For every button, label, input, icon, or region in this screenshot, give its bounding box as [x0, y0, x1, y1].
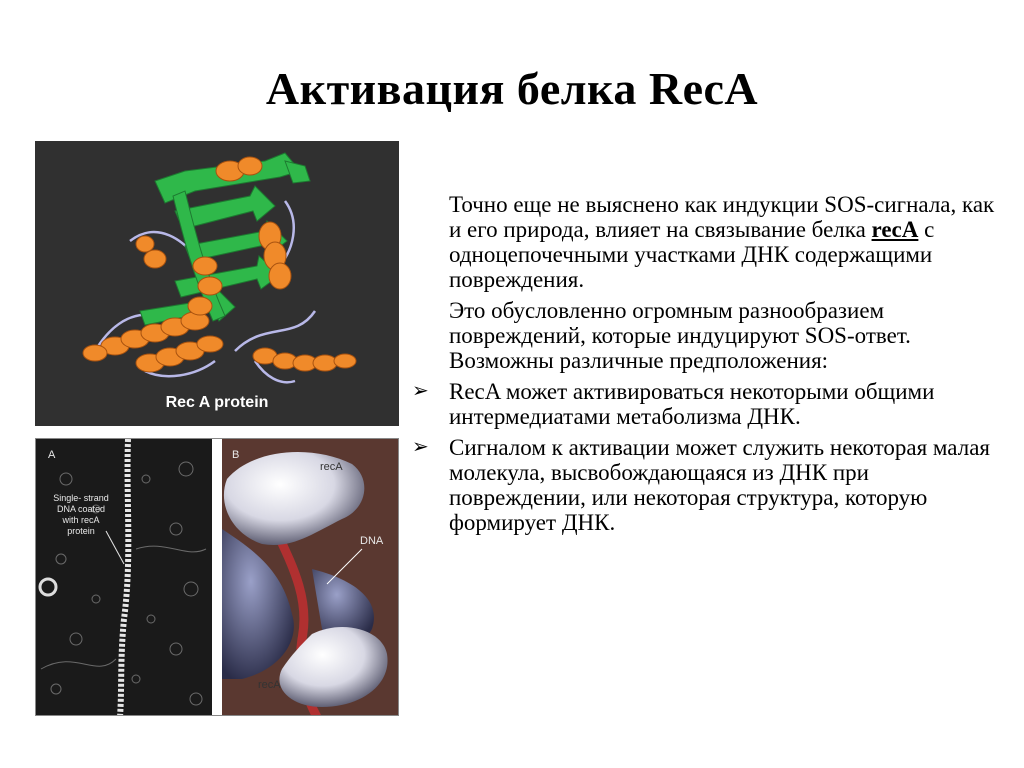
reca-micrograph-figure [35, 438, 399, 716]
panel-a-label: A [48, 449, 56, 461]
paragraph-2: Это обусловленно огромным разнообразием повреждений, которые индуцируют SOS-ответ. Возможны различные предположения: [449, 298, 911, 373]
ring-particle [40, 579, 56, 595]
slide-body [406, 192, 1006, 541]
reca-label-bottom: recA [258, 679, 281, 691]
annotation-line: with recA [62, 515, 100, 525]
paragraph-1-text-start: Точно еще не выяснено как индукции SOS-сигнала, как и его природа, влияет на связывание белка [449, 192, 995, 242]
model-panel-b [222, 439, 398, 715]
dna-label-pointer [327, 549, 362, 584]
reca-gene-emphasis: recA [871, 217, 919, 242]
micrograph-panel-a [36, 439, 212, 715]
reca-label-top: recA [320, 461, 343, 473]
panel-b-label: B [232, 449, 240, 461]
bullet-text: RecA может активироваться некоторыми общими интермедиатами метаболизма ДНК. [449, 379, 935, 429]
bullet-text: Сигналом к активации может служить некоторая малая молекула, высвобождающаяся из ДНК при повреждении, или некоторая структура, которую формирует ДНК. [449, 435, 990, 535]
reca-dna-model [222, 439, 398, 715]
paragraph-1-text-end: с одноцепочечными участками ДНК содержащими повреждения. [449, 217, 935, 292]
alpha-helices [83, 157, 356, 372]
panel-a-annotation [38, 493, 124, 537]
dna-label: DNA [360, 535, 384, 547]
annotation-line: Single- strand [53, 493, 109, 503]
protein-figure-caption: Rec A protein [165, 394, 269, 411]
protein-ribbon-illustration [35, 141, 399, 426]
coated-dna-filament [120, 439, 128, 715]
electron-micrograph [36, 439, 212, 715]
slide-title: Активация белка RecA [265, 63, 759, 114]
arrow-bullet-icon: ➢ [412, 436, 429, 458]
paragraph-1 [406, 192, 1006, 292]
arrow-bullet-icon: ➢ [412, 380, 429, 402]
reca-white-subunit [279, 627, 387, 707]
reca-protein-figure [35, 141, 399, 426]
annotation-line: DNA coated [56, 504, 106, 514]
reca-white-subunit [224, 452, 364, 545]
annotation-line: protein [67, 526, 95, 536]
bullet-item [406, 379, 1006, 429]
bullet-item [406, 435, 1006, 535]
